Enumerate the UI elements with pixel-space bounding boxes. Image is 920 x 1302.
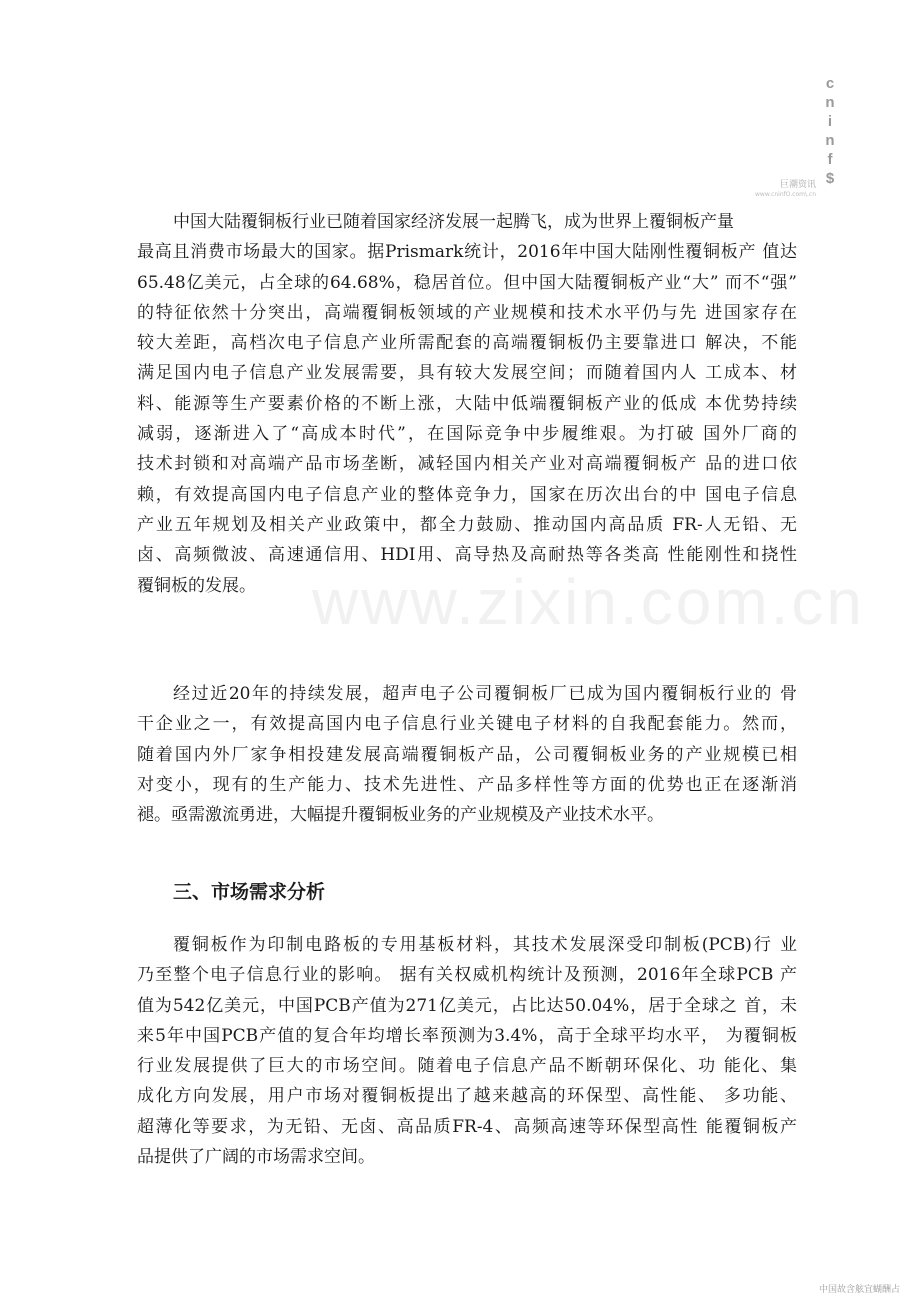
text-line: 褪。亟需激流勇进，大幅提升覆铜板业务的产业规模及产业技术水平。	[137, 805, 664, 826]
logo-letter: f	[827, 151, 833, 168]
text-line: 料、能源等生产要素价格的不断上涨，大陆中低端覆铜板产业的低成 本优势持续	[137, 393, 797, 414]
text-line: 值为542亿美元，中国PCB产值为271亿美元，占比达50.04%，居于全球之 首，未	[137, 995, 797, 1016]
text-line: 乃至整个电子信息行业的影响。 据有关权威机构统计及预测，2016年全球PCB 产	[137, 965, 797, 986]
text-line: 产业五年规划及相关产业政策中，都全力鼓励、推动国内高品质 FR-人无铅、无	[137, 514, 797, 535]
text-line: 覆铜板作为印制电路板的专用基板材料，其技术发展深受印制板(PCB)行 业	[173, 935, 797, 955]
text-line: 满足国内电子信息产业发展需要，具有较大发展空间；而随着国内人 工成本、材	[137, 363, 797, 384]
text-line: 行业发展提供了巨大的市场空间。随着电子信息产品不断朝环保化、功 能化、集	[137, 1056, 797, 1077]
text-line: 覆铜板的发展。	[137, 575, 256, 596]
logo-letter: i	[827, 113, 833, 130]
paragraph-company-status	[137, 679, 797, 830]
logo-letter: n	[825, 94, 835, 111]
text-line: 赖，有效提高国内电子信息产业的整体竞争力，国家在历次出台的中 国电子信息	[137, 484, 797, 505]
text-line: 来5年中国PCB产值的复合年均增长率预测为3.4%，高于全球平均水平， 为覆铜板	[137, 1025, 797, 1046]
logo-letter: $	[825, 170, 835, 187]
text-line: 成化方向发展，用户市场对覆铜板提出了越来越高的环保型、高性能、 多功能、	[137, 1086, 797, 1107]
text-line: 对变小，现有的生产能力、技术先进性、产品多样性等方面的优势也正在逐渐消	[137, 774, 797, 795]
text-line: 卤、高频微波、高速通信用、HDI用、高导热及高耐热等各类高 性能刚性和挠性	[137, 545, 797, 566]
text-line: 的特征依然十分突出，高端覆铜板领域的产业规模和技术水平仍与先 进国家存在	[137, 302, 797, 323]
text-line: 技术封锁和对高端产品市场垄断，减轻国内相关产业对高端覆铜板产 品的进口依	[137, 454, 797, 475]
paragraph-market-demand	[137, 930, 797, 1172]
text-line: 减弱，逐渐进入了“高成本时代”，在国际竞争中步履维艰。为打破 国外厂商的	[137, 424, 797, 445]
text-line: 中国大陆覆铜板行业已随着国家经济发展一起腾飞，成为世界上覆铜板产量	[173, 212, 734, 232]
text-line: 干企业之一，有效提高国内电子信息行业关键电子材料的自我配套能力。然而，	[137, 714, 797, 735]
footer-watermark-text: 中国故含舷宜蝴酬占	[818, 1285, 900, 1295]
cninfo-vertical-logo	[820, 74, 840, 188]
text-line: 品提供了广阔的市场需求空间。	[137, 1147, 375, 1168]
text-line: 较大差距，高档次电子信息产业所需配套的高端覆铜板仍主要靠进口 解决，不能	[137, 333, 797, 354]
section-heading: 三、市场需求分析	[173, 881, 326, 903]
brand-url: www.cninfO.com\.cn	[755, 191, 816, 198]
text-line: 最高且消费市场最大的国家。据Prismark统计，2016年中国大陆刚性覆铜板产 值达	[137, 242, 797, 263]
paragraph-industry-overview	[137, 207, 797, 601]
text-line: 65.48亿美元，占全球的64.68%，稳居首位。但中国大陆覆铜板产业“大” 而不“强”	[137, 272, 797, 293]
brand-mark	[726, 180, 816, 199]
logo-letter: n	[825, 132, 835, 149]
text-line: 随着国内外厂家争相投建发展高端覆铜板产品，公司覆铜板业务的产业规模已相	[137, 744, 797, 765]
brand-name: 巨潮资讯	[779, 180, 816, 190]
logo-letter: c	[825, 75, 835, 92]
text-line: 超薄化等要求，为无铅、无卤、高品质FR-4、高频高速等环保型高性 能覆铜板产	[137, 1116, 797, 1137]
text-line: 经过近20年的持续发展，超声电子公司覆铜板厂已成为国内覆铜板行业的 骨	[173, 684, 797, 704]
background-watermark: www.zixin.com.cn	[312, 566, 865, 638]
